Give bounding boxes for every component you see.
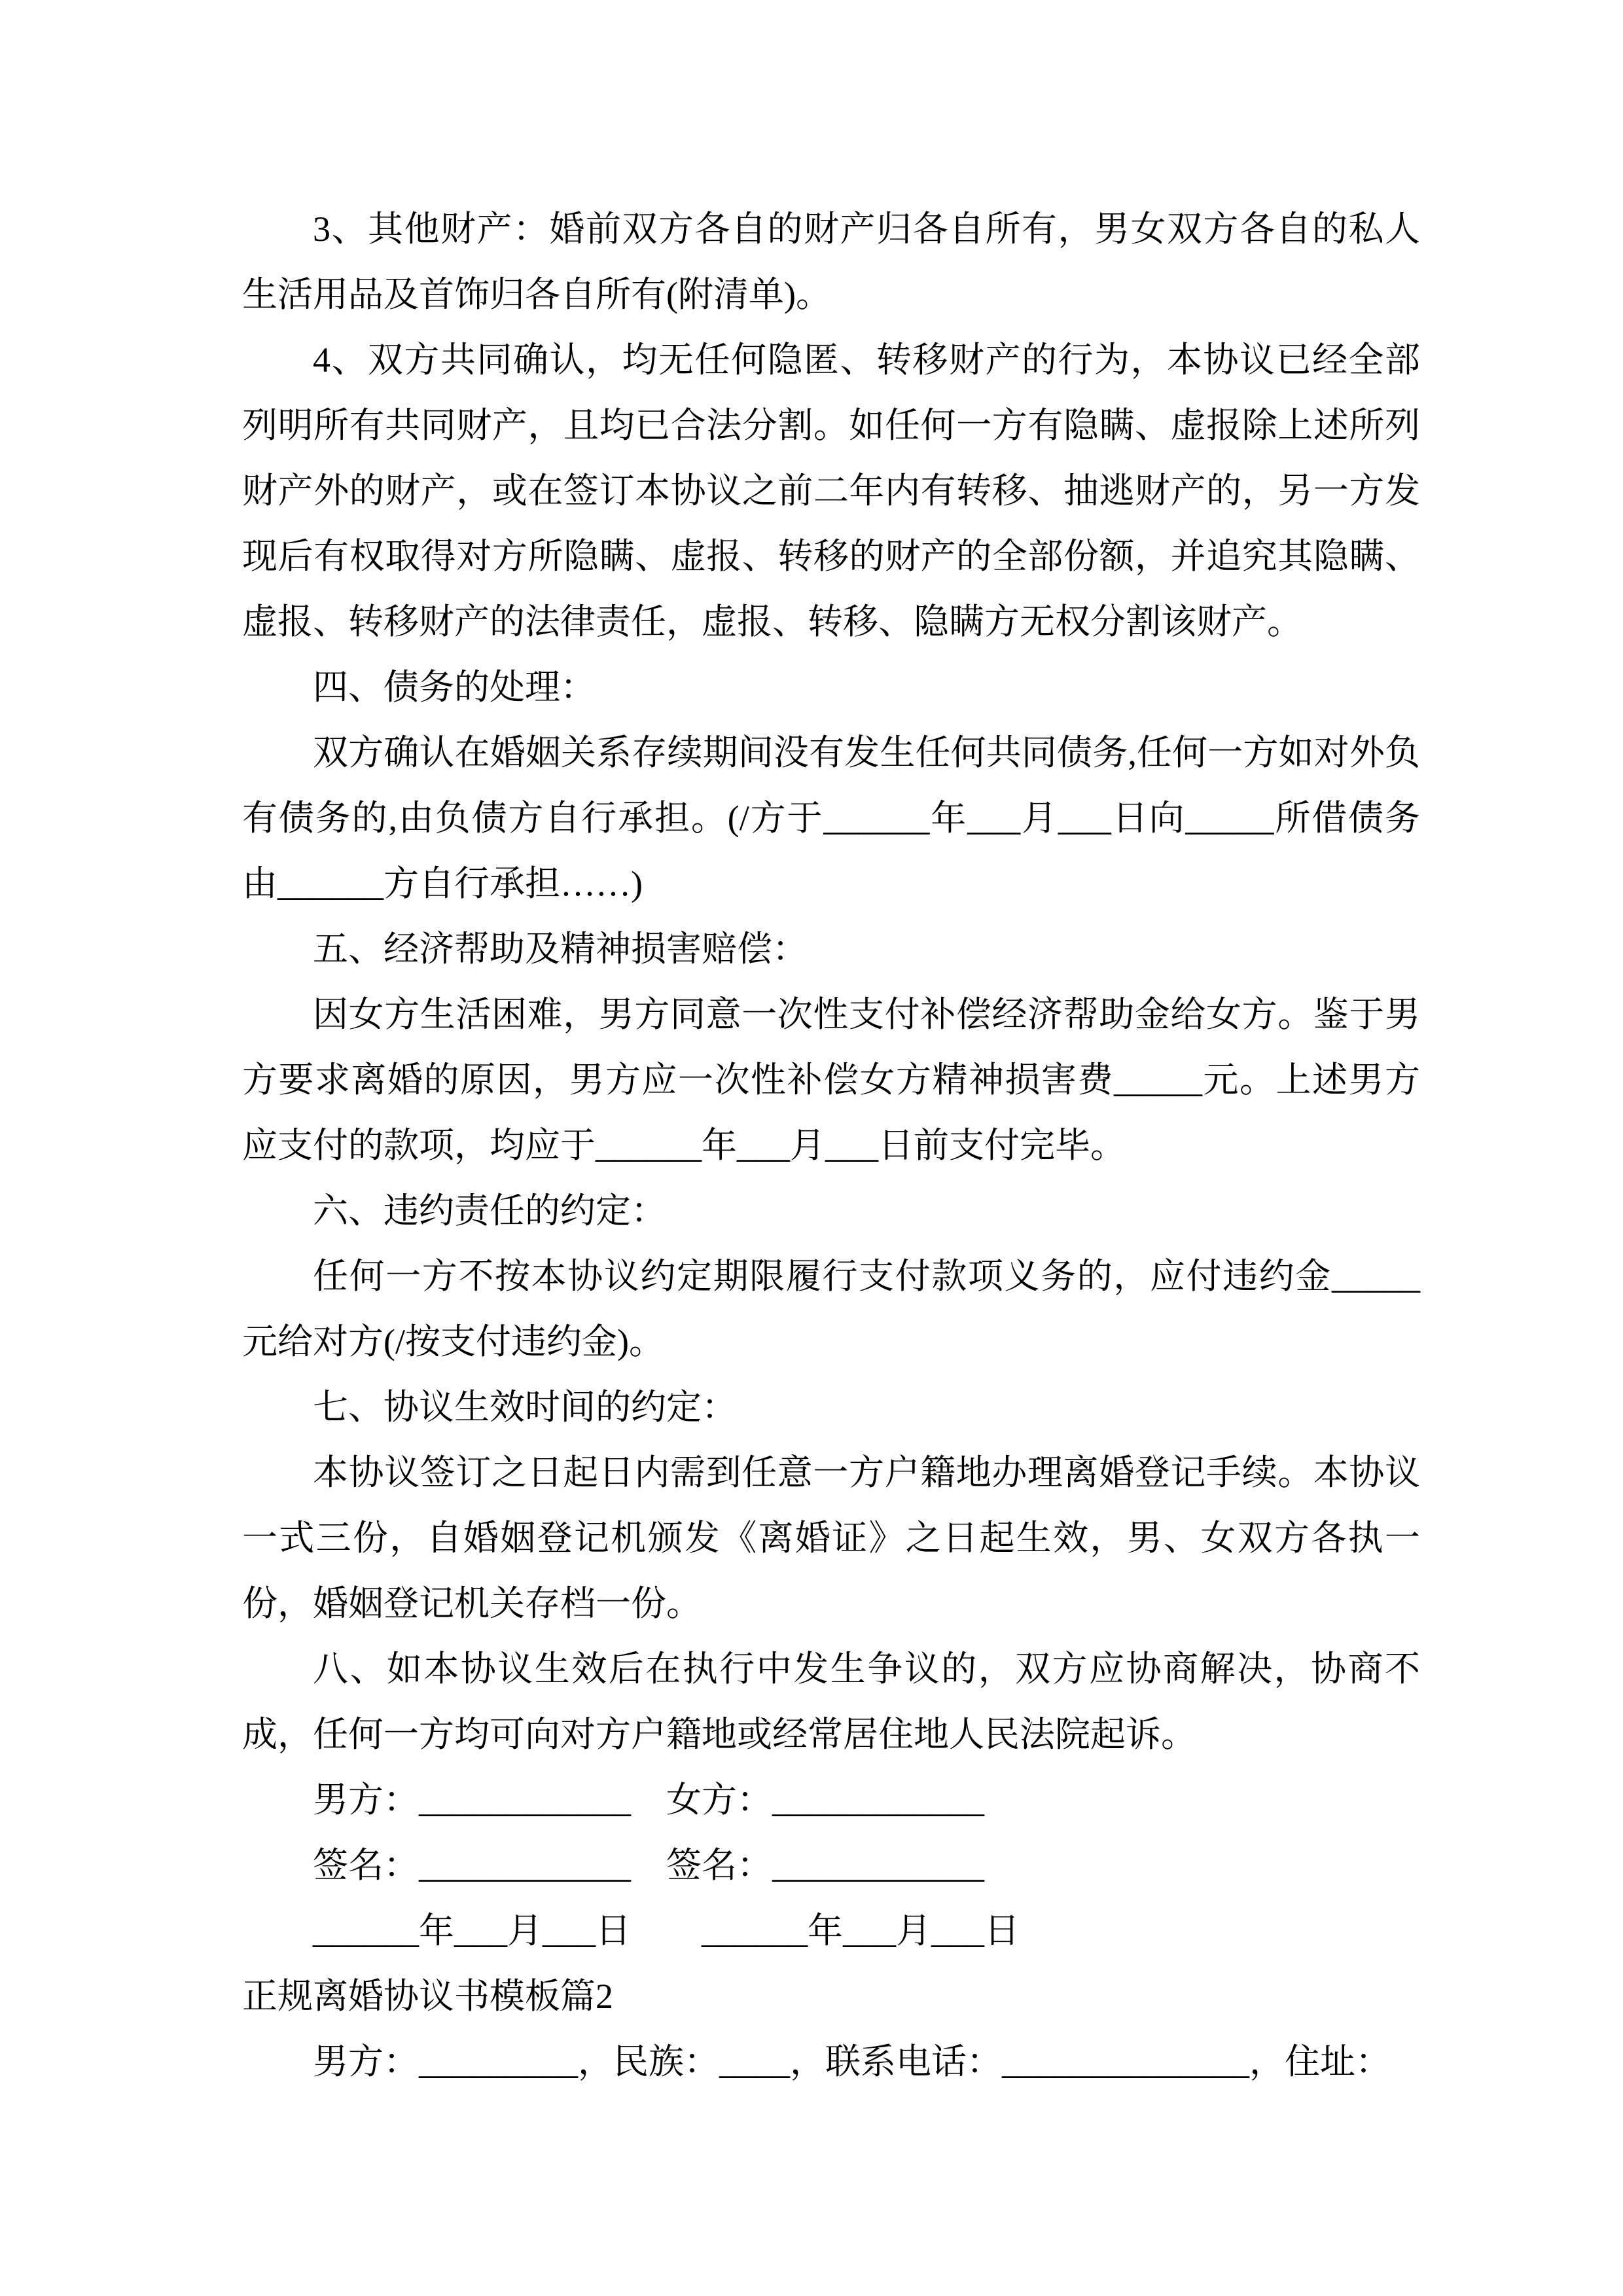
signature-line-names: 签名：____________ 签名：____________ <box>313 1846 984 1885</box>
para-debts-details: 双方确认在婚姻关系存续期间没有发生任何共同债务,任何一方如对外负有债务的,由负债方自行承担。(/方于______年___月___日向_____所借债务由______方自行承担……) <box>242 733 1420 903</box>
section-heading-compensation: 五、经济帮助及精神损害赔偿： <box>313 929 808 969</box>
para-breach-liability-details: 任何一方不按本协议约定期限履行支付款项义务的，应付违约金_____元给对方(/按支付违约金)。 <box>242 1257 1420 1361</box>
signature-line-dates: ______年___月___日 ______年___月___日 <box>313 1911 1020 1950</box>
clause-3-other-property: 3、其他财产：婚前双方各自的财产归各自所有，男女双方各自的私人生活用品及首饰归各自所有(附清单)。 <box>242 209 1420 314</box>
section-heading-breach-liability: 六、违约责任的约定： <box>313 1191 666 1230</box>
clause-8-dispute-resolution: 八、如本协议生效后在执行中发生争议的，双方应协商解决，协商不成，任何一方均可向对方户籍地或经常居住地人民法院起诉。 <box>242 1649 1420 1754</box>
para-compensation-details: 因女方生活困难，男方同意一次性支付补偿经济帮助金给女方。鉴于男方要求离婚的原因，男方应一次性补偿女方精神损害费_____元。上述男方应支付的款项，均应于______年___月___日前支付完毕。 <box>242 995 1420 1165</box>
section-heading-effective-time: 七、协议生效时间的约定： <box>313 1388 737 1427</box>
template-2-party-info: 男方：_________，民族：____，联系电话：______________，住址： <box>313 2042 1391 2081</box>
signature-line-parties: 男方：____________ 女方：____________ <box>313 1780 984 1820</box>
section-heading-debts: 四、债务的处理： <box>313 668 596 707</box>
para-effective-time-details: 本协议签订之日起日内需到任意一方户籍地办理离婚登记手续。本协议一式三份，自婚姻登记机颁发《离婚证》之日起生效，男、女双方各执一份，婚姻登记机关存档一份。 <box>242 1453 1420 1623</box>
clause-4-mutual-confirmation: 4、双方共同确认，均无任何隐匿、转移财产的行为，本协议已经全部列明所有共同财产，且均已合法分割。如任何一方有隐瞒、虚报除上述所列财产外的财产，或在签订本协议之前二年内有转移、抽逃财产的，另一方发现后有权取得对方所隐瞒、虚报、转移的财产的全部份额，并追究其隐瞒、虚报、转移财产的法律责任，虚报、转移、隐瞒方无权分割该财产。 <box>242 340 1420 641</box>
template-2-heading: 正规离婚协议书模板篇2 <box>242 1977 613 2016</box>
